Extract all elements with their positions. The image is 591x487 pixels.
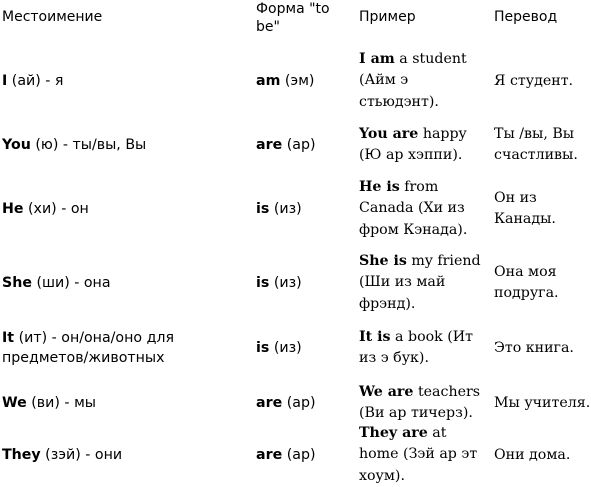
pronoun-cell: They (зэй) - они (2, 447, 123, 463)
form-cell: is (из) (256, 201, 302, 217)
translation-cell: Это книга. (494, 339, 574, 356)
table-row (0, 424, 591, 484)
example-cell: You are happy (Ю ар хэппи). (359, 125, 467, 163)
pronoun-cell: I (ай) - я (2, 73, 64, 89)
form-cell: are (ар) (256, 137, 316, 153)
translation-cell: Она моя подруга. (494, 264, 559, 301)
pronoun-cell: It (ит) - он/она/оно для предметов/животных (2, 330, 174, 366)
header-example: Пример (359, 9, 416, 25)
header-translation: Перевод (494, 9, 558, 25)
translation-cell: Ты /вы, Вы счастливы. (494, 126, 578, 163)
example-cell: He is from Canada (Хи из фром Кэнада). (359, 178, 468, 238)
table-row (0, 176, 591, 242)
table-header-row (0, 0, 591, 40)
example-cell: They are at home (Зэй ар эт хоум). (359, 424, 478, 484)
table-row (0, 250, 591, 316)
example-cell: I am a student (Айм э стьюдэнт). (359, 50, 467, 110)
example-cell: She is my friend (Ши из май фрэнд). (359, 252, 481, 312)
pronoun-cell: We (ви) - мы (2, 395, 96, 411)
form-cell: am (эм) (256, 73, 315, 89)
example-cell: We are teachers (Ви ар тичерз). (359, 383, 481, 421)
table-row (0, 380, 591, 426)
form-cell: is (из) (256, 340, 302, 356)
translation-cell: Я студент. (494, 72, 574, 89)
form-cell: are (ар) (256, 395, 316, 411)
pronoun-cell: You (ю) - ты/вы, Вы (2, 137, 147, 153)
table-row (0, 324, 591, 372)
example-cell: It is a book (Ит из э бук). (359, 328, 474, 366)
pronoun-cell: She (ши) - она (2, 275, 111, 291)
form-cell: is (из) (256, 275, 302, 291)
translation-cell: Он из Канады. (494, 190, 556, 227)
translation-cell: Они дома. (494, 446, 571, 463)
pronoun-cell: He (хи) - он (2, 201, 89, 217)
table-row (0, 50, 591, 112)
form-cell: are (ар) (256, 447, 316, 463)
translation-cell: Мы учителя. (494, 394, 591, 411)
header-form: Форма "to be" (256, 1, 330, 35)
table-row (0, 122, 591, 168)
header-pronoun: Местоимение (2, 9, 103, 25)
